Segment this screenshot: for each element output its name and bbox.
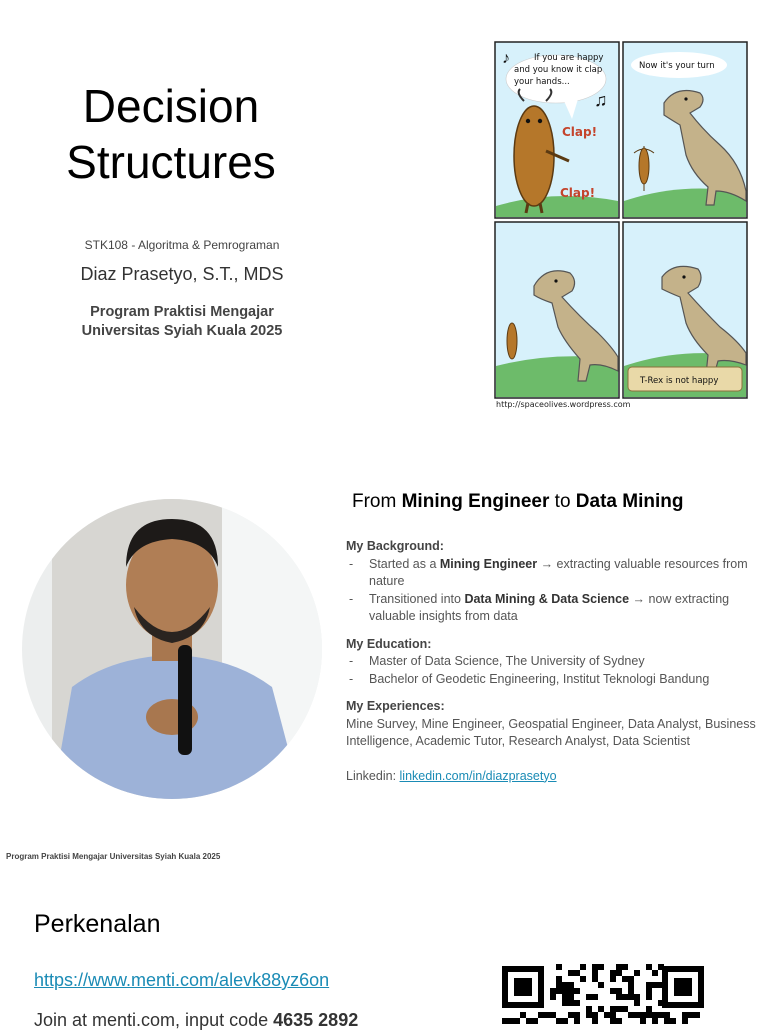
background-label: My Background: bbox=[346, 539, 444, 553]
linkedin-label: Linkedin: bbox=[346, 768, 400, 783]
bg2-pre: Transitioned into bbox=[369, 591, 465, 606]
bg2-post: → now extracting valuable insights from data bbox=[369, 591, 730, 623]
education-item-1 bbox=[346, 653, 762, 671]
author-name: Diaz Prasetyo, S.T., MDS bbox=[80, 264, 284, 284]
experience-label: My Experiences: bbox=[346, 699, 445, 713]
bg1-post: → extracting valuable resources from nature bbox=[369, 556, 748, 588]
bubble1-line1: If you are happy bbox=[534, 53, 604, 63]
experience-text: Mine Survey, Mine Engineer, Geospatial Engineer, Data Analyst, Business Intelligence, Academic Tutor, Research Analyst, Data Scientist bbox=[346, 716, 756, 748]
comic-panel-2 bbox=[623, 42, 747, 218]
title-line-1: Decision bbox=[82, 80, 260, 132]
title-line-2: Structures bbox=[66, 136, 276, 188]
bubble1-line3: your hands... bbox=[514, 77, 570, 87]
bg2-bold: Data Mining & Data Science bbox=[464, 591, 630, 606]
course-code: STK108 - Algoritma & Pemrograman bbox=[84, 238, 280, 252]
edu2-text: Bachelor of Geodetic Engineering, Institut Teknologi Bandung bbox=[369, 671, 710, 686]
linkedin-link[interactable]: linkedin.com/in/diazprasetyo bbox=[399, 768, 557, 783]
music-note-icon: ♫ bbox=[594, 90, 608, 110]
linkedin-row bbox=[346, 768, 762, 786]
speaker-photo bbox=[22, 497, 322, 801]
education-label: My Education: bbox=[346, 636, 432, 651]
bg1-bold: Mining Engineer bbox=[439, 556, 538, 571]
heading-bold-1: Mining Engineer bbox=[401, 491, 550, 512]
bio-body bbox=[346, 538, 762, 785]
heading-mid: to bbox=[549, 491, 576, 512]
join-instructions bbox=[34, 1010, 358, 1031]
comic-caption: T-Rex is not happy bbox=[640, 376, 719, 386]
join-code: 4635 2892 bbox=[273, 1010, 359, 1030]
bubble2-text: Now it's your turn bbox=[639, 61, 715, 71]
comic-credit: http://spaceolives.wordpress.com bbox=[496, 400, 631, 409]
slide-title bbox=[40, 78, 302, 190]
bullet-dash: - bbox=[349, 671, 354, 686]
bubble1-line2: and you know it clap bbox=[514, 65, 603, 75]
bullet-dash: - bbox=[349, 654, 354, 668]
comic-panel-3 bbox=[495, 222, 619, 398]
education-item-2 bbox=[346, 671, 762, 689]
bullet-dash: - bbox=[349, 556, 354, 571]
music-note-icon: ♪ bbox=[502, 50, 510, 67]
comic-panel-4 bbox=[623, 222, 747, 398]
edu1-text: Master of Data Science, The University of Sydney bbox=[369, 654, 645, 668]
slide2-heading bbox=[352, 491, 683, 513]
background-item-1 bbox=[346, 556, 762, 591]
trex-comic bbox=[494, 41, 748, 399]
heading-pre: From bbox=[352, 491, 402, 512]
heading-bold-2: Data Mining bbox=[575, 491, 684, 512]
bg1-pre: Started as a bbox=[369, 556, 440, 571]
clap-sfx-1: Clap! bbox=[562, 125, 598, 139]
program-line-2: Universitas Syiah Kuala 2025 bbox=[81, 323, 283, 339]
slide-footer: Program Praktisi Mengajar Universitas Syiah Kuala 2025 bbox=[6, 852, 221, 861]
background-item-2 bbox=[346, 591, 762, 626]
clap-sfx-2: Clap! bbox=[560, 186, 596, 200]
bullet-dash: - bbox=[349, 591, 354, 606]
qr-code-icon bbox=[500, 963, 706, 1024]
menti-link[interactable]: https://www.menti.com/alevk88yz6on bbox=[34, 970, 330, 990]
join-pre: Join at menti.com, input code bbox=[34, 1010, 274, 1030]
program-line-1: Program Praktisi Mengajar bbox=[90, 304, 274, 320]
program-name bbox=[40, 303, 324, 341]
comic-panel-1 bbox=[495, 42, 619, 218]
slide3-heading: Perkenalan bbox=[34, 910, 161, 938]
